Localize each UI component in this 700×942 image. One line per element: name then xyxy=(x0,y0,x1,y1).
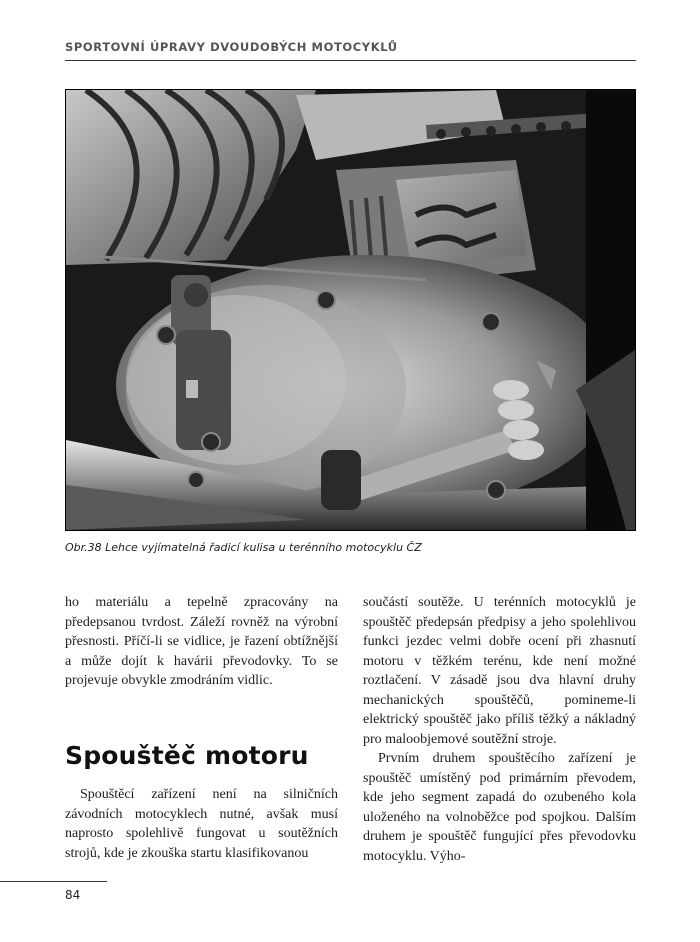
paragraph: ho materiálu a tepelně zpracovány na předepsanou tvrdost. Záleží rovněž na výrobní přesnosti. Příčí-li se vidlice, je řazení obtížnější a může dojít k havárii převodovky. To se projevuje obvykle zmodráním vidlic. xyxy=(65,595,338,688)
left-column-top-text xyxy=(65,593,338,691)
right-column-text xyxy=(363,593,636,866)
engine-photo xyxy=(65,89,636,531)
paragraph: součástí soutěže. U terénních motocyklů je spouštěč předepsán předpisy a jeho spolehlivou funkci jezdec velmi dobře ocení při zhasnutí motoru v těžkém terénu, kde není možné roztlačení. V zásadě jsou dva hlavní druhy mechanických spouštěčů, pomineme-li elektrický spouštěč jako příliš těžký a nákladný pro maloobjemové soutěžní stroje. xyxy=(363,595,636,747)
section-title: Spouštěč motoru xyxy=(65,741,309,770)
page-number: 84 xyxy=(65,888,81,902)
figure-caption: Obr.38 Lehce vyjímatelná řadicí kulisa u terénního motocyklu ČZ xyxy=(65,541,422,554)
left-column-bottom-text xyxy=(65,785,338,863)
footer-rule xyxy=(0,881,107,882)
paragraph: Spouštěcí zařízení není na silničních závodních motocyklech nutné, avšak musí naprosto spolehlivě fungovat u soutěžních strojů, kde je zkouška startu klasifikovanou xyxy=(65,787,338,861)
running-header: SPORTOVNÍ ÚPRAVY DVOUDOBÝCH MOTOCYKLŮ xyxy=(65,40,398,54)
paragraph: Prvním druhem spouštěcího zařízení je spouštěč umístěný pod primárním převodem, kde jeho segment zapadá do ozubeného kola uloženého na volnoběžce pod spojkou. Dalším druhem je spouštěč fungující přes převodovku motocyklu. Výho- xyxy=(363,751,636,864)
header-rule xyxy=(65,60,636,61)
